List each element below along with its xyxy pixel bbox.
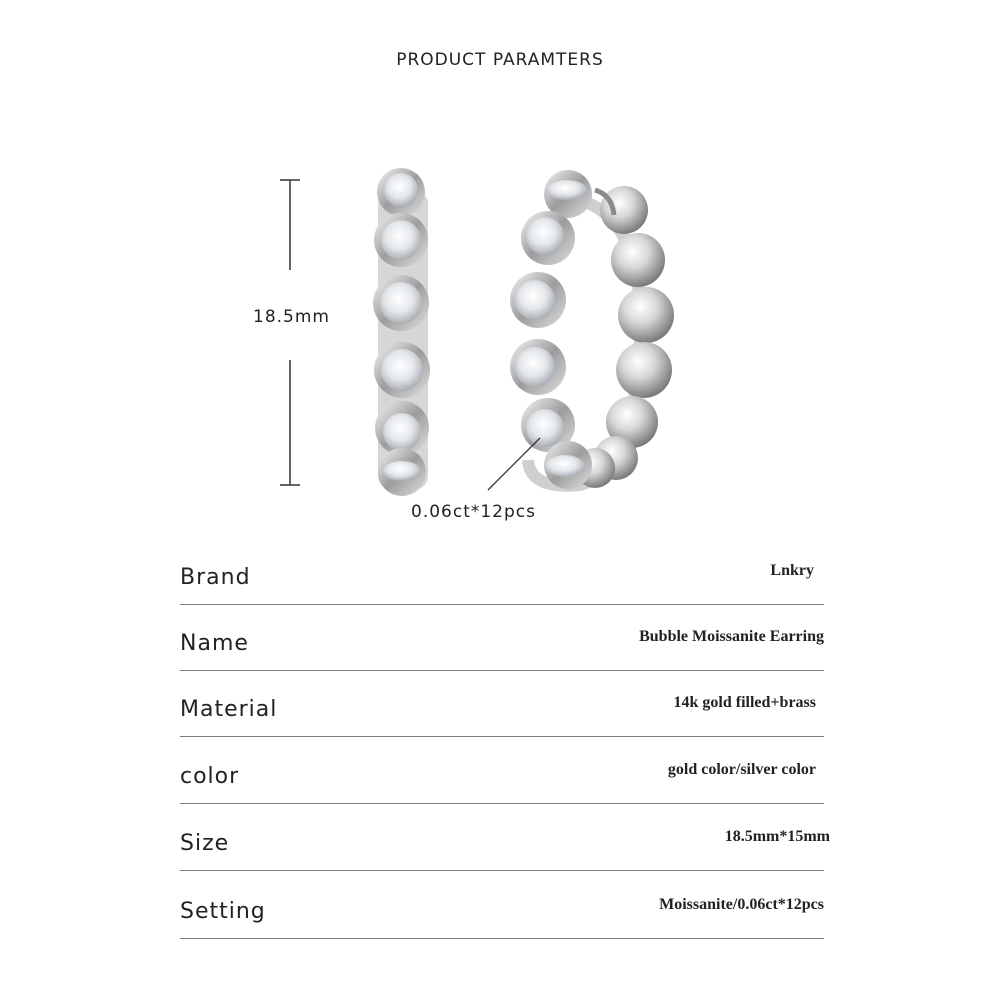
spec-value: Bubble Moissanite Earring: [639, 628, 824, 645]
spec-value: gold color/silver color: [667, 761, 816, 778]
spec-value: Lnkry: [770, 562, 814, 579]
spec-row-name: [180, 605, 824, 671]
earring-side-view: [510, 170, 674, 489]
spec-label: Size: [180, 831, 230, 856]
earring-illustration: [250, 160, 690, 540]
spec-row-brand: [180, 540, 824, 605]
spec-label: Material: [180, 697, 278, 722]
earring-front-view: [373, 168, 430, 496]
spec-row-material: [180, 671, 824, 737]
dimension-bar: [280, 180, 300, 485]
spec-label: Brand: [180, 565, 251, 590]
spec-value: 18.5mm*15mm: [724, 828, 830, 845]
spec-row-color: [180, 737, 824, 804]
height-dimension-label: 18.5mm: [253, 307, 330, 327]
spec-label: Setting: [180, 899, 266, 924]
page-title: PRODUCT PARAMTERS: [396, 50, 604, 70]
stone-callout-label: 0.06ct*12pcs: [411, 502, 536, 522]
product-figure: [250, 160, 690, 540]
spec-row-setting: [180, 871, 824, 939]
spec-value: Moissanite/0.06ct*12pcs: [659, 896, 824, 913]
spec-row-size: [180, 804, 830, 871]
spec-label: color: [180, 764, 240, 789]
spec-label: Name: [180, 631, 249, 656]
spec-value: 14k gold filled+brass: [673, 694, 816, 711]
spec-table: [180, 540, 830, 939]
